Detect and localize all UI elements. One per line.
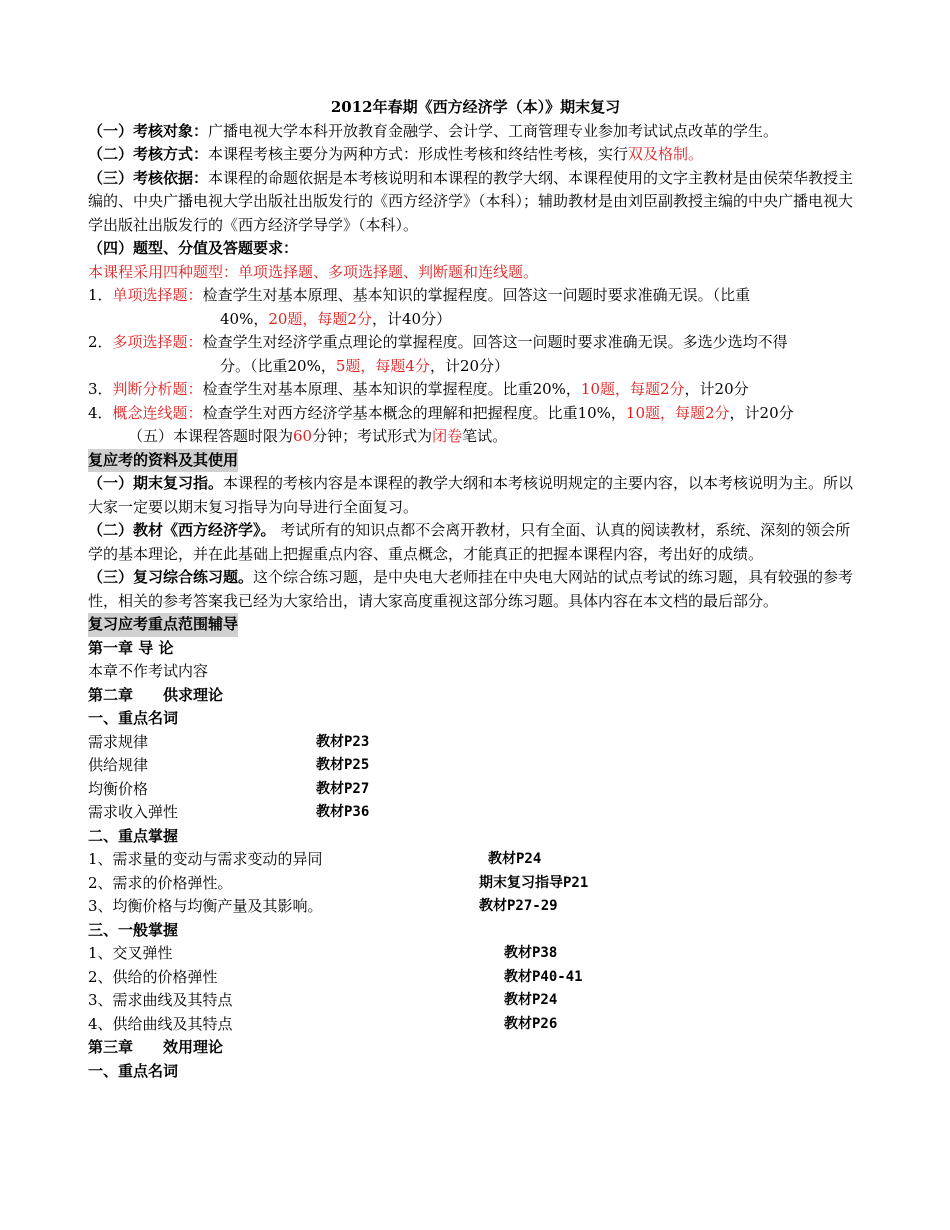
general-row: 4、供给曲线及其特点 教材P26 — [88, 1014, 558, 1033]
chapter-2-title: 第二章 供求理论 — [88, 685, 224, 704]
question-types-summary: 本课程采用四种题型：单项选择题、多项选择题、判断题和连线题。 — [88, 262, 539, 281]
material-3: （三）复习综合练习题。这个综合练习题，是中央电大老师挂在中央电大网站的试点考试的练习题，具有较强的参考性，相关的参考答案我已经为大家给出，请大家高度重视这部分练习题。具体内容在本文档的最后部分。 — [88, 568, 854, 610]
term-row: 均衡价格 教材P27 — [88, 779, 370, 798]
term-row: 供给规律 教材P25 — [88, 756, 370, 774]
scope-heading-row — [88, 613, 863, 637]
scope-heading: 复习应考重点范围辅导 — [88, 613, 238, 637]
section-question-types: （四）题型、分值及答题要求： — [88, 239, 299, 257]
question-type-1: 1．单项选择题：检查学生对基本原理、基本知识的掌握程度。回答这一问题时要求准确无误。（比重 — [88, 286, 751, 304]
page-title: 2012年春期《西方经济学（本）》期末复习 — [330, 98, 621, 116]
material-1: （一）期末复习指。本课程的考核内容是本课程的教学大纲和本考核说明规定的主要内容，以本考核说明为主。所以大家一定要以期末复习指导为向导进行全面复习。 — [88, 474, 854, 516]
section-time-limit: （五）本课程答题时限为60分钟；考试形式为闭卷笔试。 — [128, 427, 508, 445]
section-exam-method: （二）考核方式：本课程考核主要分为两种方式：形成性考核和终结性考核，实行双及格制。 — [88, 145, 704, 163]
term-row: 需求收入弹性 教材P36 — [88, 803, 370, 821]
chapter-1-note: 本章不作考试内容 — [88, 662, 209, 680]
document-page — [88, 96, 863, 1083]
general-row: 3、需求曲线及其特点 教材P24 — [88, 991, 558, 1009]
section-exam-basis: （三）考核依据：本课程的命题依据是本考核说明和本课程的教学大纲、本课程使用的文字主教材是由侯荣华教授主编的、中央广播电视大学出版社出版发行的《西方经济学》（本科）；辅助教材是由刘臣副教授主编的中央广播电视大学出版社出版发行的《西方经济学导学》（本科）。 — [88, 168, 854, 234]
chapter-1-title: 第一章 导 论 — [88, 638, 174, 657]
chapter-3-title: 第三章 效用理论 — [88, 1038, 224, 1056]
general-row: 2、供给的价格弹性 教材P40-41 — [88, 967, 583, 986]
materials-heading-row — [88, 449, 863, 473]
key-row: 1、需求量的变动与需求变动的异同 教材P24 — [88, 850, 542, 868]
question-type-4: 4．概念连线题：检查学生对西方经济学基本概念的理解和把握程度。比重10%，10题，每题2分，计20分 — [88, 403, 794, 422]
general-row: 1、交叉弹性 教材P38 — [88, 944, 558, 962]
material-2: （二）教材《西方经济学》。 考试所有的知识点都不会离开教材，只有全面、认真的阅读教材，系统、深刻的领会所学的基本理论，并在此基础上把握重点内容、重点概念，才能真正的把握本课程内容，考出好的成绩。 — [88, 521, 851, 563]
key-row: 3、均衡价格与均衡产量及其影响。 教材P27-29 — [88, 897, 558, 915]
term-row: 需求规律 教材P23 — [88, 732, 370, 751]
section-exam-target: （一）考核对象：广播电视大学本科开放教育金融学、会计学、工商管理专业参加考试试点改革的学生。 — [88, 121, 779, 140]
key-row: 2、需求的价格弹性。 期末复习指导P21 — [88, 873, 589, 892]
chapter-2-key-title: 二、重点掌握 — [88, 826, 179, 845]
chapter-2-terms-title: 一、重点名词 — [88, 709, 179, 727]
chapter-2-general-title: 三、一般掌握 — [88, 920, 179, 939]
materials-heading: 复应考的资料及其使用 — [88, 449, 238, 473]
question-type-2-detail: 分。（比重20%，5题，每题4分，计20分） — [220, 356, 510, 375]
question-type-3: 3．判断分析题：检查学生对基本原理、基本知识的掌握程度。比重20%，10题，每题2分，计20分 — [88, 380, 749, 398]
chapter-3-terms-title: 一、重点名词 — [88, 1061, 179, 1080]
question-type-2: 2．多项选择题：检查学生对经济学重点理论的掌握程度。回答这一问题时要求准确无误。多选少选均不得 — [88, 333, 788, 351]
question-type-1-detail: 40%，20题，每题2分，计40分） — [220, 309, 452, 328]
